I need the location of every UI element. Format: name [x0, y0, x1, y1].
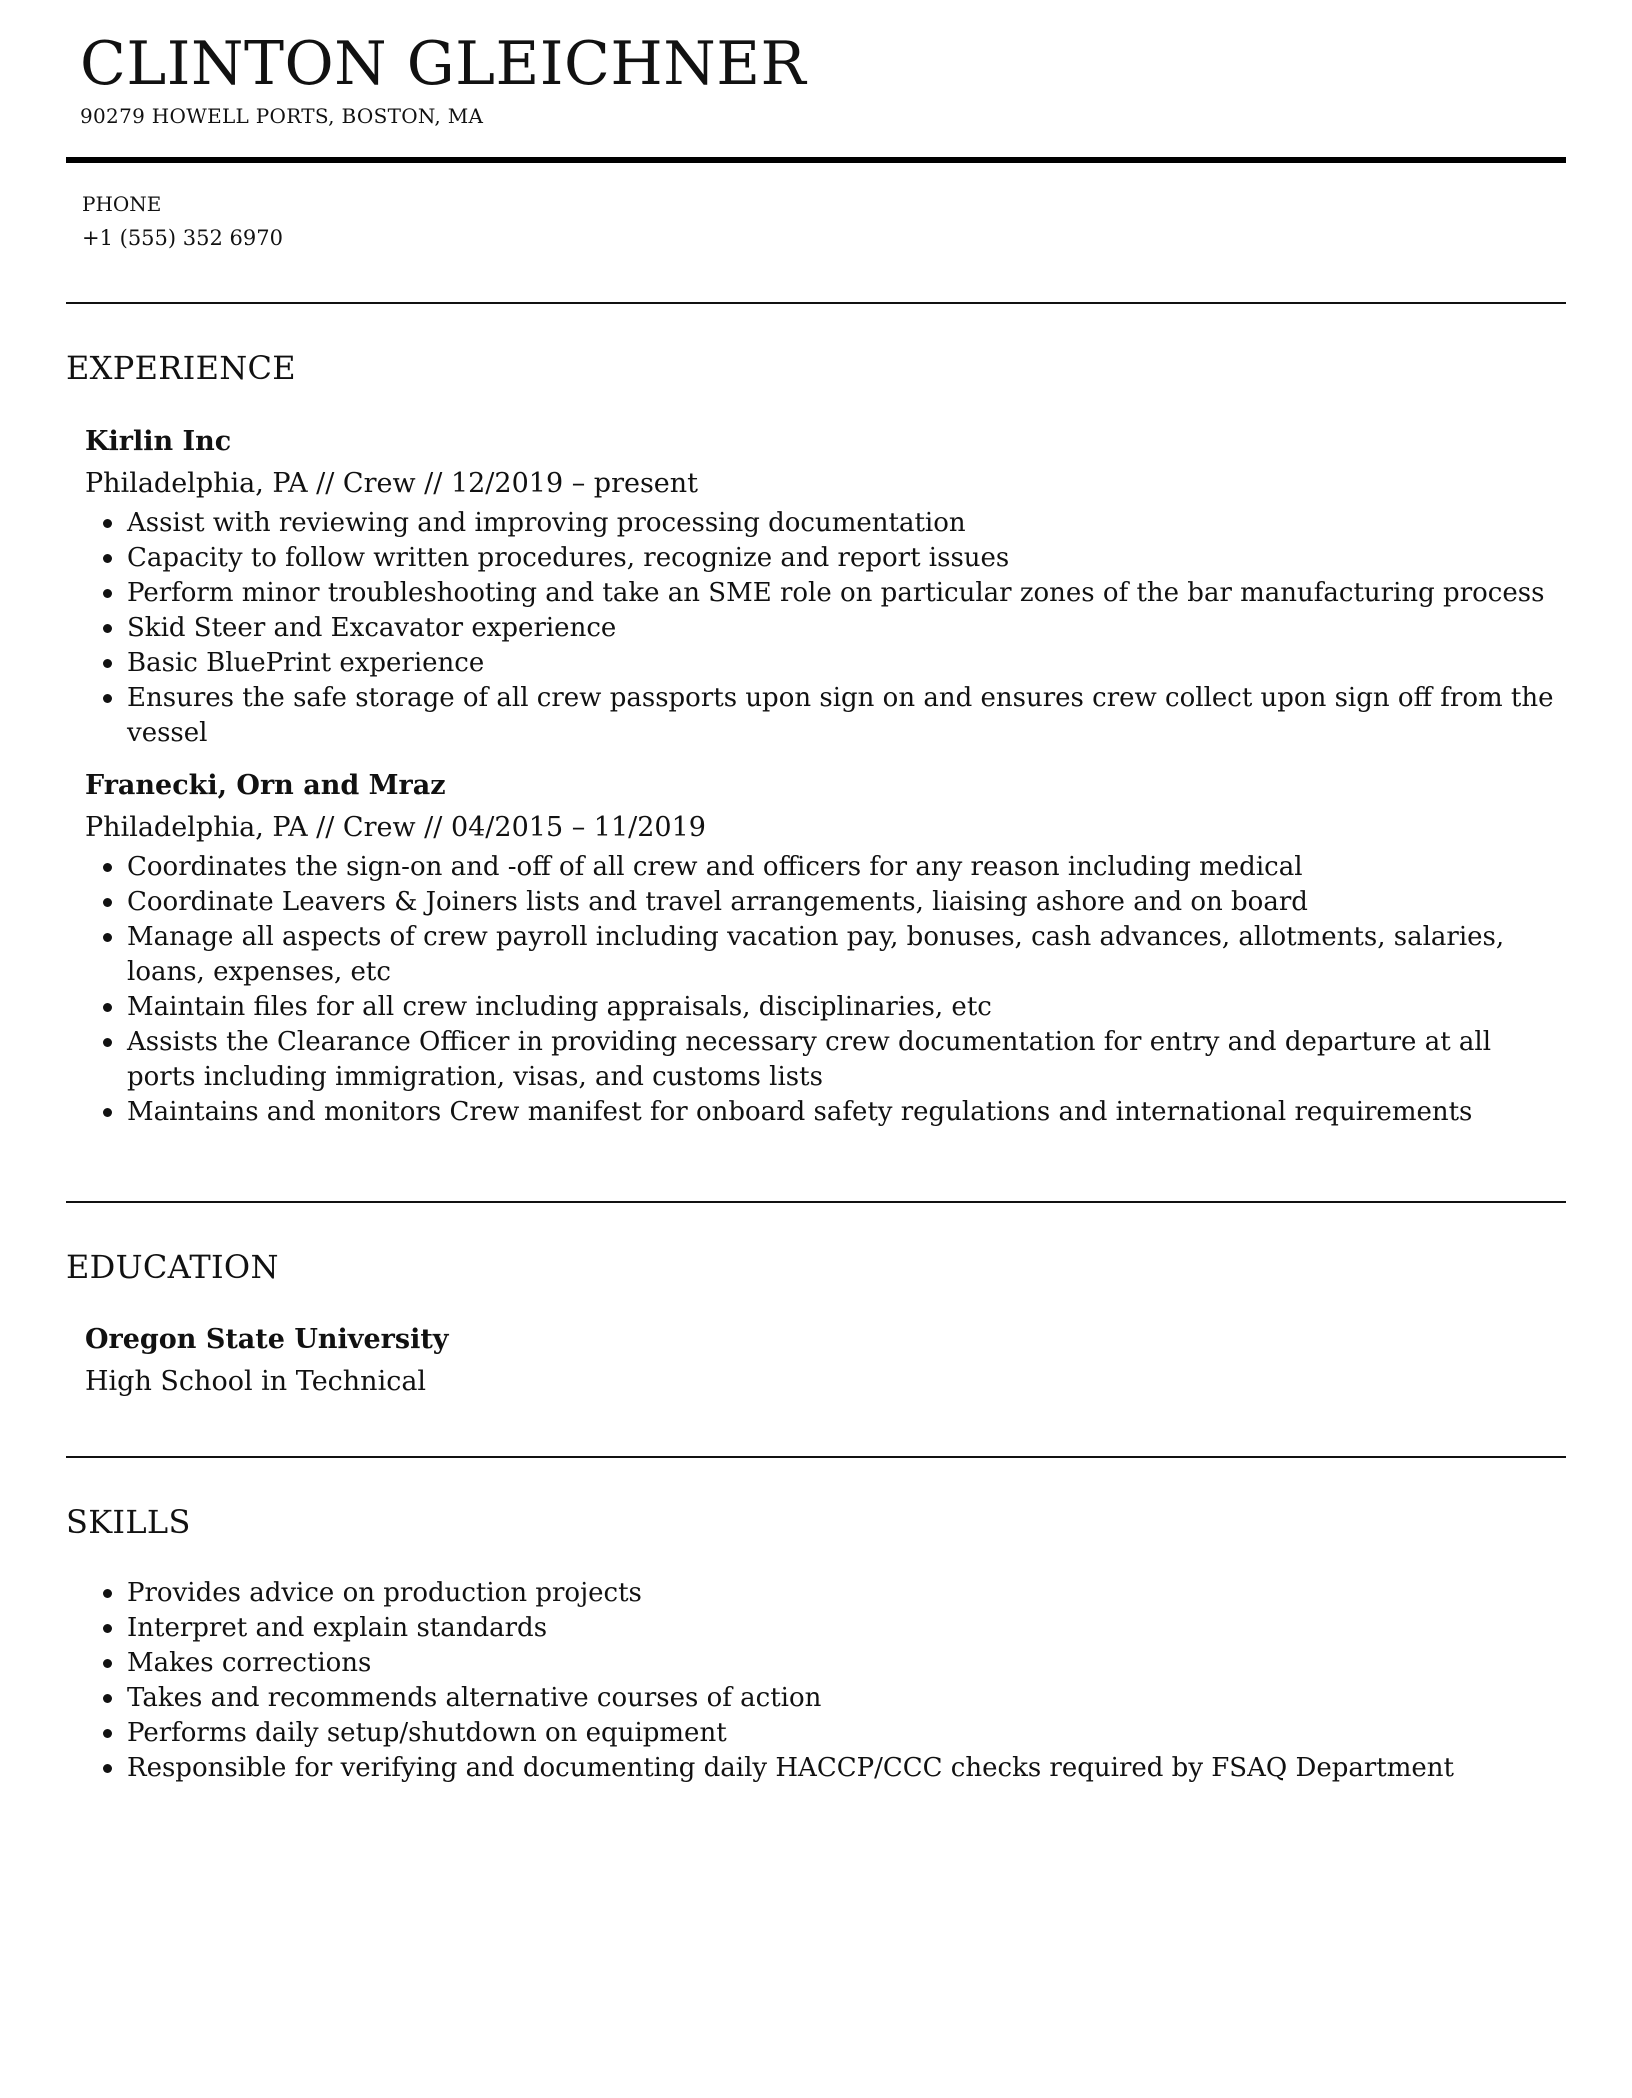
job-bullets — [85, 506, 1565, 751]
contact-divider — [66, 302, 1566, 304]
list-item: Capacity to follow written procedures, recognize and report issues — [127, 541, 1565, 576]
list-item: Ensures the safe storage of all crew passports upon sign on and ensures crew collect upon sign off from the vessel — [127, 681, 1565, 751]
job-meta: Philadelphia, PA // Crew // 04/2015 – 11/2019 — [85, 812, 706, 843]
education-title: EDUCATION — [66, 1248, 279, 1286]
school-name: Oregon State University — [85, 1324, 449, 1355]
job-bullets — [85, 850, 1565, 1130]
list-item: Skid Steer and Excavator experience — [127, 611, 1565, 646]
list-item: Makes corrections — [127, 1646, 1565, 1681]
education-entry — [85, 1322, 1565, 1404]
header-divider — [66, 157, 1566, 163]
job-entry-kirlin — [85, 424, 1565, 751]
list-item: Maintain files for all crew including appraisals, disciplinaries, etc — [127, 990, 1565, 1025]
candidate-name: CLINTON GLEICHNER — [80, 29, 807, 99]
list-item: Coordinates the sign-on and -off of all crew and officers for any reason including medical — [127, 850, 1565, 885]
job-company: Kirlin Inc — [85, 426, 232, 457]
list-item: Basic BluePrint experience — [127, 646, 1565, 681]
education-divider — [66, 1456, 1566, 1458]
list-item: Assists the Clearance Officer in providing necessary crew documentation for entry and departure at all ports including immigration, visas, and customs lists — [127, 1025, 1565, 1095]
job-company: Franecki, Orn and Mraz — [85, 770, 446, 801]
list-item: Takes and recommends alternative courses of action — [127, 1681, 1565, 1716]
list-item: Performs daily setup/shutdown on equipment — [127, 1716, 1565, 1751]
phone-value: +1 (555) 352 6970 — [82, 226, 283, 250]
list-item: Provides advice on production projects — [127, 1576, 1565, 1611]
list-item: Manage all aspects of crew payroll including vacation pay, bonuses, cash advances, allotments, salaries, loans, expenses, etc — [127, 920, 1565, 990]
skills-list-container — [85, 1576, 1565, 1786]
job-entry-franecki — [85, 768, 1565, 1130]
skills-list — [85, 1576, 1565, 1786]
list-item: Assist with reviewing and improving processing documentation — [127, 506, 1565, 541]
degree: High School in Technical — [85, 1366, 427, 1397]
list-item: Maintains and monitors Crew manifest for onboard safety regulations and international requirements — [127, 1095, 1565, 1130]
phone-label: PHONE — [82, 192, 162, 216]
experience-divider — [66, 1201, 1566, 1203]
list-item: Responsible for verifying and documenting daily HACCP/CCC checks required by FSAQ Department — [127, 1751, 1565, 1786]
list-item: Coordinate Leavers & Joiners lists and travel arrangements, liaising ashore and on board — [127, 885, 1565, 920]
experience-title: EXPERIENCE — [66, 349, 296, 387]
job-meta: Philadelphia, PA // Crew // 12/2019 – present — [85, 468, 699, 499]
candidate-address: 90279 HOWELL PORTS, BOSTON, MA — [80, 104, 484, 128]
skills-title: SKILLS — [66, 1503, 191, 1541]
list-item: Perform minor troubleshooting and take an SME role on particular zones of the bar manufacturing process — [127, 576, 1565, 611]
list-item: Interpret and explain standards — [127, 1611, 1565, 1646]
